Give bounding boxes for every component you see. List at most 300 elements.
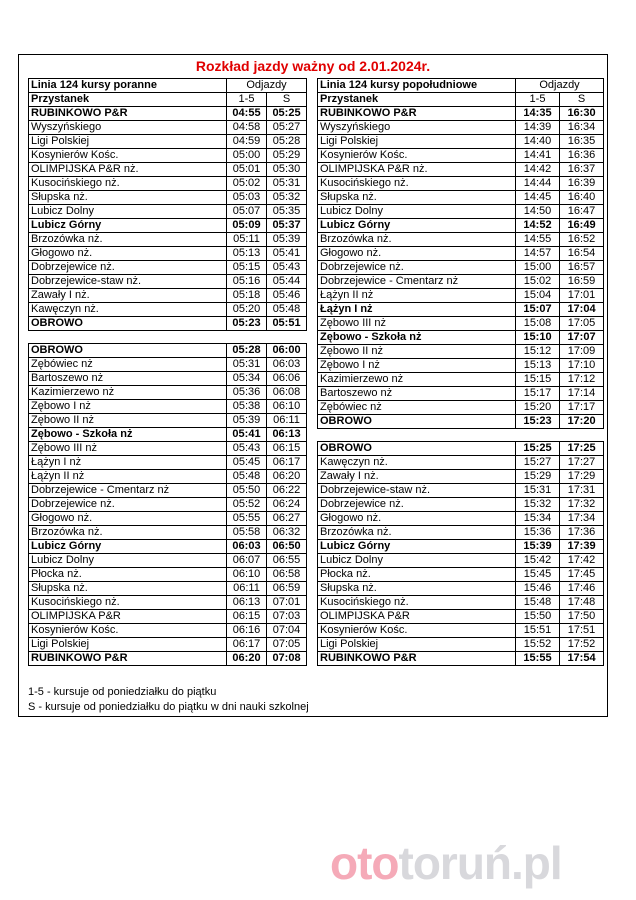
stop-name: Brzozówka nż. [318, 233, 516, 247]
weekday-time: 05:01 [227, 163, 267, 177]
table-row [29, 470, 307, 484]
school-day-time: 06:55 [267, 554, 307, 568]
spacer-row [318, 429, 604, 442]
stop-name: OBROWO [318, 415, 516, 429]
table-row [318, 149, 604, 163]
spacer-cell [29, 331, 227, 344]
weekday-time: 05:55 [227, 512, 267, 526]
weekday-time: 05:58 [227, 526, 267, 540]
weekday-time: 05:45 [227, 456, 267, 470]
weekday-time: 15:39 [516, 540, 560, 554]
stop-name: Lubicz Dolny [29, 554, 227, 568]
school-day-time: 07:05 [267, 638, 307, 652]
table-row [318, 289, 604, 303]
stop-name: Płocka nż. [29, 568, 227, 582]
school-day-time: 06:15 [267, 442, 307, 456]
stop-name: OBROWO [29, 317, 227, 331]
school-day-time: 16:59 [560, 275, 604, 289]
table-row [318, 512, 604, 526]
school-day-time: 16:57 [560, 261, 604, 275]
school-day-time: 05:25 [267, 107, 307, 121]
weekday-time: 14:57 [516, 247, 560, 261]
spacer-cell [267, 331, 307, 344]
table-row [29, 247, 307, 261]
weekday-time: 05:23 [227, 317, 267, 331]
weekday-time: 15:10 [516, 331, 560, 345]
afternoon-timetable [317, 78, 604, 666]
school-day-time: 05:43 [267, 261, 307, 275]
school-day-time: 05:31 [267, 177, 307, 191]
weekday-time: 15:29 [516, 470, 560, 484]
school-day-time: 06:08 [267, 386, 307, 400]
school-day-time: 06:59 [267, 582, 307, 596]
table-row [318, 177, 604, 191]
weekday-time: 05:13 [227, 247, 267, 261]
school-day-time: 06:20 [267, 470, 307, 484]
stop-name: Zawały I nż. [318, 470, 516, 484]
weekday-time: 15:31 [516, 484, 560, 498]
stop-name: Zębowo - Szkoła nż [318, 331, 516, 345]
stop-name: OLIMPIJSKA P&R [318, 610, 516, 624]
timetable-sheet [18, 54, 608, 717]
stop-name: Zębowo I nż [318, 359, 516, 373]
table-row [318, 415, 604, 429]
school-day-time: 17:45 [560, 568, 604, 582]
table-row [29, 456, 307, 470]
weekday-time: 15:50 [516, 610, 560, 624]
school-day-time: 17:31 [560, 484, 604, 498]
stop-name: Kawęczyn nż. [318, 456, 516, 470]
weekday-time: 14:45 [516, 191, 560, 205]
weekday-time: 15:27 [516, 456, 560, 470]
table-row [29, 177, 307, 191]
table-row [318, 526, 604, 540]
table-row [29, 344, 307, 358]
table-row [318, 540, 604, 554]
school-day-time: 16:36 [560, 149, 604, 163]
stop-name: Łążyn I nż [318, 303, 516, 317]
logo-part-oto: oto [330, 837, 399, 889]
table-row [29, 317, 307, 331]
school-day-time: 06:17 [267, 456, 307, 470]
school-day-time: 05:27 [267, 121, 307, 135]
weekday-time: 05:41 [227, 428, 267, 442]
table-row [318, 219, 604, 233]
weekday-time: 15:34 [516, 512, 560, 526]
school-day-time: 07:08 [267, 652, 307, 666]
weekday-time: 14:42 [516, 163, 560, 177]
weekday-time: 14:44 [516, 177, 560, 191]
school-day-time: 17:27 [560, 456, 604, 470]
weekday-column-header: 1-5 [516, 93, 560, 107]
table-row [29, 135, 307, 149]
school-day-time: 05:29 [267, 149, 307, 163]
school-day-time: 07:04 [267, 624, 307, 638]
weekday-time: 15:32 [516, 498, 560, 512]
spacer-cell [227, 331, 267, 344]
table-row [29, 386, 307, 400]
school-day-time: 05:44 [267, 275, 307, 289]
stop-name: RUBINKOWO P&R [29, 652, 227, 666]
school-day-time: 17:29 [560, 470, 604, 484]
stop-name: Głogowo nż. [29, 247, 227, 261]
school-day-time: 05:48 [267, 303, 307, 317]
school-day-time: 06:22 [267, 484, 307, 498]
weekday-time: 05:07 [227, 205, 267, 219]
school-day-time: 17:25 [560, 442, 604, 456]
table-row [318, 652, 604, 666]
table-row [318, 568, 604, 582]
school-day-time: 05:39 [267, 233, 307, 247]
table-row [318, 582, 604, 596]
school-day-time: 17:52 [560, 638, 604, 652]
stop-name: Dobrzejewice nż. [29, 498, 227, 512]
table-row [318, 163, 604, 177]
weekday-time: 15:48 [516, 596, 560, 610]
stop-name: Kosynierów Kośc. [29, 624, 227, 638]
weekday-time: 15:51 [516, 624, 560, 638]
stop-name: Głogowo nż. [318, 247, 516, 261]
school-day-time: 17:32 [560, 498, 604, 512]
spacer-cell [318, 429, 516, 442]
stop-name: Łążyn II nż [318, 289, 516, 303]
stop-name: Dobrzejewice-staw nż. [318, 484, 516, 498]
stop-name: Kusocińskiego nż. [29, 596, 227, 610]
school-day-column-header: S [560, 93, 604, 107]
school-day-time: 17:20 [560, 415, 604, 429]
table-row [318, 317, 604, 331]
table-row [318, 121, 604, 135]
school-day-time: 16:34 [560, 121, 604, 135]
spacer-row [29, 331, 307, 344]
timetable-title: Rozkład jazdy ważny od 2.01.2024r. [195, 58, 431, 74]
weekday-time: 15:13 [516, 359, 560, 373]
table-row [318, 610, 604, 624]
table-row [29, 484, 307, 498]
table-row [318, 470, 604, 484]
stop-name: Brzozówka nż. [318, 526, 516, 540]
stop-name: Słupska nż. [29, 582, 227, 596]
table-row [318, 345, 604, 359]
weekday-time: 05:36 [227, 386, 267, 400]
school-day-time: 06:00 [267, 344, 307, 358]
table-row [29, 582, 307, 596]
school-day-time: 17:10 [560, 359, 604, 373]
weekday-column-header: 1-5 [227, 93, 267, 107]
table-row [318, 205, 604, 219]
weekday-time: 14:55 [516, 233, 560, 247]
weekday-time: 15:07 [516, 303, 560, 317]
weekday-time: 15:36 [516, 526, 560, 540]
morning-timetable [28, 78, 307, 666]
stop-name: Brzozówka nż. [29, 233, 227, 247]
weekday-time: 06:17 [227, 638, 267, 652]
school-day-time: 16:52 [560, 233, 604, 247]
stop-name: Zębówiec nż [318, 401, 516, 415]
stop-name: Łążyn II nż [29, 470, 227, 484]
table-row [29, 400, 307, 414]
table-row [29, 261, 307, 275]
weekday-time: 15:20 [516, 401, 560, 415]
departures-header: Odjazdy [227, 79, 307, 93]
weekday-time: 15:02 [516, 275, 560, 289]
weekday-time: 05:20 [227, 303, 267, 317]
weekday-time: 14:50 [516, 205, 560, 219]
stop-name: Zębowo III nż [318, 317, 516, 331]
school-day-time: 16:49 [560, 219, 604, 233]
weekday-time: 15:17 [516, 387, 560, 401]
stop-name: Kusocińskiego nż. [318, 596, 516, 610]
stop-column-header: Przystanek [318, 93, 516, 107]
weekday-time: 14:35 [516, 107, 560, 121]
logo-part-torun: toruń.pl [398, 837, 562, 889]
stop-name: Kosynierów Kośc. [29, 149, 227, 163]
school-day-time: 17:04 [560, 303, 604, 317]
weekday-time: 05:18 [227, 289, 267, 303]
table-row [318, 596, 604, 610]
table-row [29, 205, 307, 219]
spacer-cell [560, 429, 604, 442]
table-row [318, 498, 604, 512]
line-label: Linia 124 kursy popołudniowe [318, 79, 516, 93]
stop-name: RUBINKOWO P&R [29, 107, 227, 121]
weekday-time: 06:16 [227, 624, 267, 638]
stop-name: Kosynierów Kośc. [318, 624, 516, 638]
school-day-time: 05:51 [267, 317, 307, 331]
weekday-time: 15:23 [516, 415, 560, 429]
stop-name: Lubicz Dolny [318, 554, 516, 568]
school-day-time: 16:47 [560, 205, 604, 219]
stop-name: Dobrzejewice nż. [318, 261, 516, 275]
weekday-time: 05:11 [227, 233, 267, 247]
table-row [29, 568, 307, 582]
table-row [318, 107, 604, 121]
table-row [29, 414, 307, 428]
school-day-time: 17:34 [560, 512, 604, 526]
stop-name: Lubicz Górny [318, 219, 516, 233]
table-row [318, 554, 604, 568]
stop-name: Dobrzejewice nż. [318, 498, 516, 512]
school-day-time: 16:40 [560, 191, 604, 205]
stop-name: Dobrzejewice-staw nż. [29, 275, 227, 289]
line-label: Linia 124 kursy poranne [29, 79, 227, 93]
school-day-time: 17:48 [560, 596, 604, 610]
stop-name: Zębowo - Szkoła nż [29, 428, 227, 442]
stop-name: Kosynierów Kośc. [318, 149, 516, 163]
weekday-time: 05:31 [227, 358, 267, 372]
stop-name: Zębowo I nż [29, 400, 227, 414]
stop-name: OLIMPIJSKA P&R nż. [318, 163, 516, 177]
school-day-time: 06:03 [267, 358, 307, 372]
table-row [318, 135, 604, 149]
weekday-time: 05:16 [227, 275, 267, 289]
table-row [29, 512, 307, 526]
school-day-time: 06:13 [267, 428, 307, 442]
school-day-time: 06:11 [267, 414, 307, 428]
stop-name: Głogowo nż. [318, 512, 516, 526]
stop-name: Ligi Polskiej [318, 638, 516, 652]
school-day-time: 06:58 [267, 568, 307, 582]
school-day-time: 17:36 [560, 526, 604, 540]
table-row [29, 149, 307, 163]
stop-name: Słupska nż. [318, 582, 516, 596]
table-row [318, 373, 604, 387]
weekday-time: 15:42 [516, 554, 560, 568]
table-row [29, 107, 307, 121]
table-row [29, 428, 307, 442]
school-day-time: 07:03 [267, 610, 307, 624]
weekday-time: 05:43 [227, 442, 267, 456]
stop-name: OLIMPIJSKA P&R nż. [29, 163, 227, 177]
stop-name: Lubicz Górny [29, 540, 227, 554]
table-row [29, 526, 307, 540]
school-day-time: 17:51 [560, 624, 604, 638]
table-row [29, 219, 307, 233]
table-row [318, 442, 604, 456]
table-row [29, 554, 307, 568]
stop-name: Dobrzejewice - Cmentarz nż [318, 275, 516, 289]
table-row [29, 358, 307, 372]
weekday-time: 06:03 [227, 540, 267, 554]
stop-name: Ligi Polskiej [318, 135, 516, 149]
table-row [318, 191, 604, 205]
table-row [29, 638, 307, 652]
stop-name: Bartoszewo nż [318, 387, 516, 401]
table-row [318, 638, 604, 652]
school-day-time: 17:14 [560, 387, 604, 401]
table-row [29, 163, 307, 177]
weekday-time: 05:38 [227, 400, 267, 414]
weekday-time: 06:15 [227, 610, 267, 624]
weekday-time: 04:59 [227, 135, 267, 149]
school-day-time: 17:09 [560, 345, 604, 359]
table-row [318, 233, 604, 247]
weekday-time: 06:20 [227, 652, 267, 666]
school-day-time: 05:30 [267, 163, 307, 177]
weekday-time: 15:15 [516, 373, 560, 387]
table-row [29, 303, 307, 317]
weekday-time: 14:40 [516, 135, 560, 149]
stop-name: Brzozówka nż. [29, 526, 227, 540]
stop-name: Lubicz Dolny [29, 205, 227, 219]
school-day-column-header: S [267, 93, 307, 107]
school-day-time: 06:10 [267, 400, 307, 414]
school-day-time: 16:37 [560, 163, 604, 177]
stop-name: Zawały I nż. [29, 289, 227, 303]
spacer-cell [516, 429, 560, 442]
table-row [29, 289, 307, 303]
school-day-time: 17:50 [560, 610, 604, 624]
table-row [318, 624, 604, 638]
stop-name: Ligi Polskiej [29, 638, 227, 652]
departures-header: Odjazdy [516, 79, 604, 93]
school-day-time: 17:07 [560, 331, 604, 345]
stop-name: Kawęczyn nż. [29, 303, 227, 317]
table-row [29, 442, 307, 456]
school-day-time: 17:42 [560, 554, 604, 568]
table-row [318, 261, 604, 275]
weekday-time: 15:55 [516, 652, 560, 666]
stop-name: Kazimierzewo nż [29, 386, 227, 400]
stop-name: Kusocińskiego nż. [318, 177, 516, 191]
weekday-time: 04:58 [227, 121, 267, 135]
stop-name: OBROWO [318, 442, 516, 456]
school-day-time: 16:39 [560, 177, 604, 191]
weekday-time: 05:52 [227, 498, 267, 512]
table-row [318, 303, 604, 317]
school-day-time: 06:24 [267, 498, 307, 512]
stop-column-header: Przystanek [29, 93, 227, 107]
stop-name: Wyszyńskiego [318, 121, 516, 135]
weekday-time: 05:02 [227, 177, 267, 191]
weekday-time: 15:46 [516, 582, 560, 596]
stop-name: Bartoszewo nż [29, 372, 227, 386]
weekday-time: 15:25 [516, 442, 560, 456]
stop-name: Wyszyńskiego [29, 121, 227, 135]
stop-name: Słupska nż. [29, 191, 227, 205]
school-day-time: 06:06 [267, 372, 307, 386]
school-day-time: 17:12 [560, 373, 604, 387]
table-row [318, 247, 604, 261]
stop-name: Zębowo II nż [318, 345, 516, 359]
school-day-time: 07:01 [267, 596, 307, 610]
school-day-time: 17:01 [560, 289, 604, 303]
stop-name: Lubicz Dolny [318, 205, 516, 219]
school-day-time: 17:05 [560, 317, 604, 331]
table-row [29, 275, 307, 289]
table-row [29, 652, 307, 666]
school-day-time: 16:35 [560, 135, 604, 149]
stop-name: Słupska nż. [318, 191, 516, 205]
stop-name: Zębowo III nż [29, 442, 227, 456]
stop-name: Zębówiec nż [29, 358, 227, 372]
stop-name: OBROWO [29, 344, 227, 358]
weekday-time: 06:13 [227, 596, 267, 610]
stop-name: RUBINKOWO P&R [318, 652, 516, 666]
table-row [318, 359, 604, 373]
stop-name: Lubicz Górny [318, 540, 516, 554]
legend-note-school: S - kursuje od poniedziałku do piątku w dni nauki szkolnej [28, 701, 309, 713]
stop-name: Dobrzejewice - Cmentarz nż [29, 484, 227, 498]
table-row [318, 387, 604, 401]
weekday-time: 05:09 [227, 219, 267, 233]
weekday-time: 06:07 [227, 554, 267, 568]
table-row [29, 610, 307, 624]
table-row [29, 191, 307, 205]
ototorun-watermark-logo [330, 838, 562, 888]
weekday-time: 06:11 [227, 582, 267, 596]
table-row [318, 401, 604, 415]
table-row [29, 121, 307, 135]
school-day-time: 17:54 [560, 652, 604, 666]
school-day-time: 17:46 [560, 582, 604, 596]
stop-name: Kazimierzewo nż [318, 373, 516, 387]
school-day-time: 17:39 [560, 540, 604, 554]
weekday-time: 04:55 [227, 107, 267, 121]
weekday-time: 05:34 [227, 372, 267, 386]
weekday-time: 15:04 [516, 289, 560, 303]
stop-name: Kusocińskiego nż. [29, 177, 227, 191]
table-row [318, 484, 604, 498]
school-day-time: 05:41 [267, 247, 307, 261]
school-day-time: 05:35 [267, 205, 307, 219]
stop-name: Lubicz Górny [29, 219, 227, 233]
school-day-time: 16:30 [560, 107, 604, 121]
weekday-time: 05:28 [227, 344, 267, 358]
weekday-time: 14:41 [516, 149, 560, 163]
weekday-time: 14:39 [516, 121, 560, 135]
table-row [318, 331, 604, 345]
